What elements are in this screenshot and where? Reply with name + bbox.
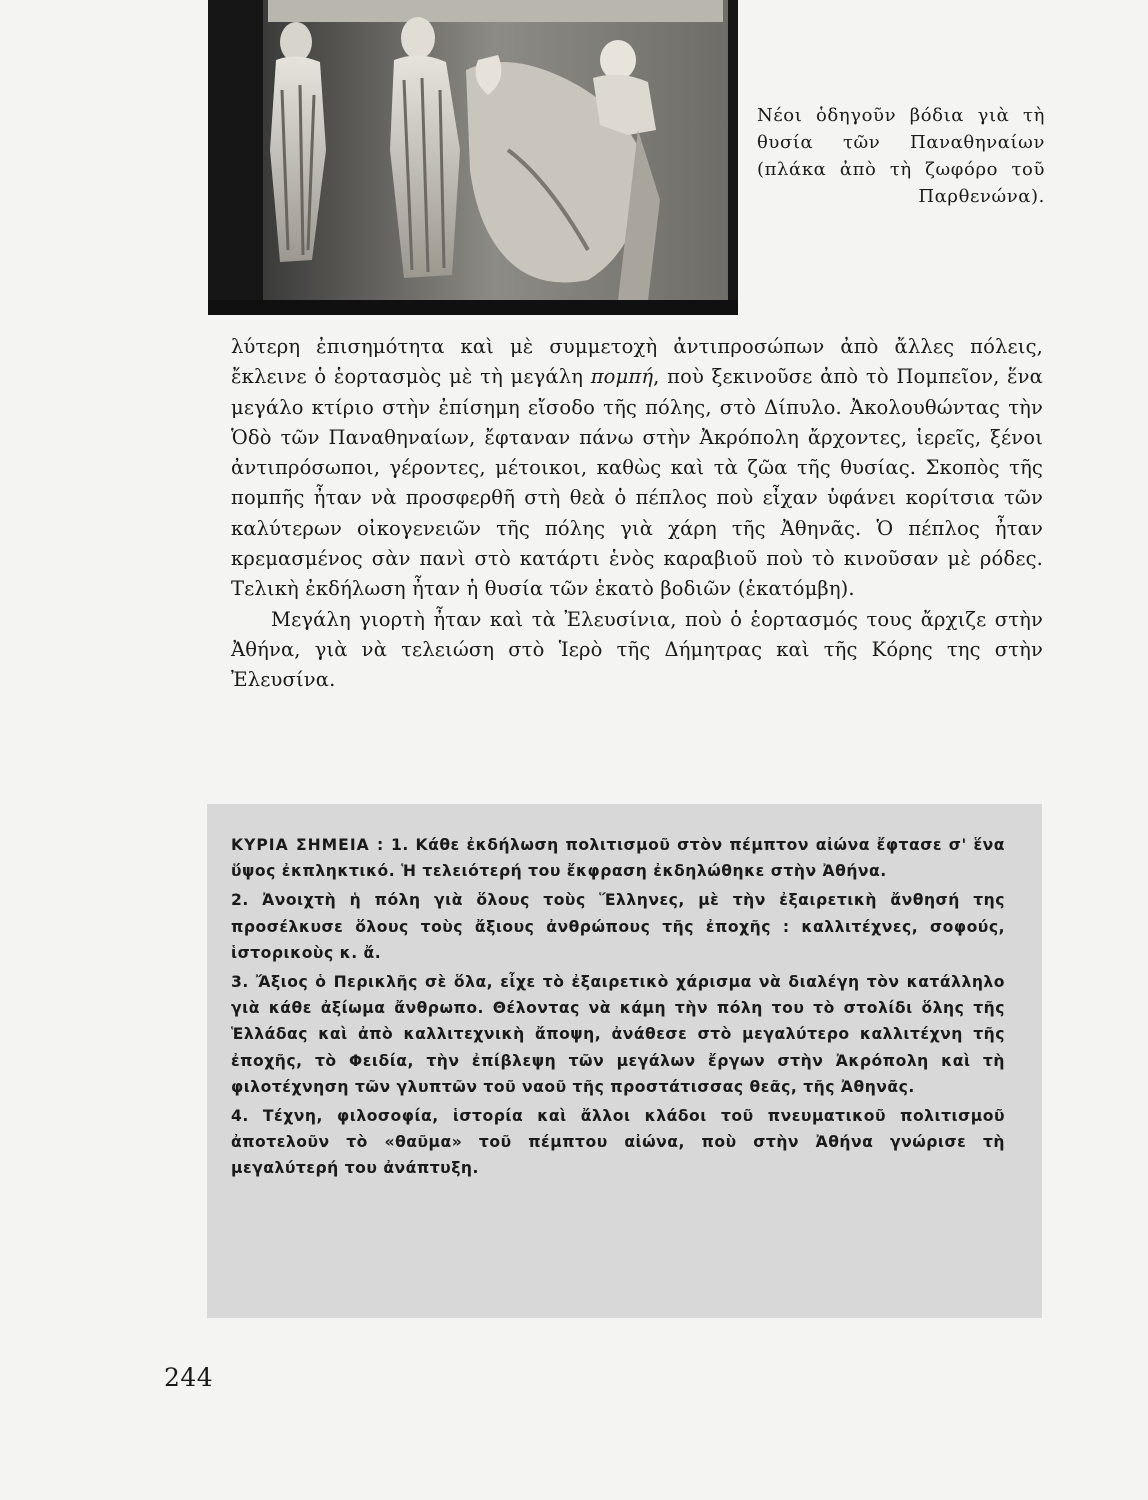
key-point-3: 3. Ἄξιος ὁ Περικλῆς σὲ ὅλα, εἶχε τὸ ἐξαιρετικὸ χάρισμα νὰ διαλέγη τὸν κατάλληλο γιὰ κάθε ἀξίωμα ἄνθρωπο. Θέλοντας νὰ κάμη τὴν πόλη του τὸ στολίδι ὅλης τῆς Ἑλλάδας καὶ ἀπὸ καλλιτεχνικὴ ἄποψη, ἀνάθεσε στὸ μεγαλύτερο καλλιτέχνη τῆς ἐποχῆς, τὸ Φειδία, τὴν ἐπίβλεψη τῶν μεγάλων ἔργων στὴν Ἀκρόπολη καὶ τὴ φιλοτέχνηση τῶν γλυπτῶν τοῦ ναοῦ τῆς προστάτισσας θεᾶς, τῆς Ἀθηνᾶς. <box>231 973 1005 1096</box>
key-point-1: ΚΥΡΙΑ ΣΗΜΕΙΑ : 1. Κάθε ἐκδήλωση πολιτισμοῦ στὸν πέμπτον αἰώνα ἔφτασε σ' ἕνα ὕψος ἐκπληκτικό. Ἡ τελειότερή του ἔκφραση ἐκδηλώθηκε στὴν Ἀθήνα. <box>231 836 1006 881</box>
figure-caption: Νέοι ὁδηγοῦν βόδια γιὰ τὴ θυσία τῶν Παναθηναίων (πλάκα ἀπὸ τὴ ζωφόρο τοῦ Παρθενώνα). <box>757 105 1045 207</box>
body-text <box>231 332 1043 696</box>
paragraph-1: λύτερη ἐπισημότητα καὶ μὲ συμμετοχὴ ἀντιπροσώπων ἀπὸ ἄλλες πόλεις, ἔκλεινε ὁ ἑορτασμὸς μὲ τὴ μεγάλη πομπή, ποὺ ξεκινοῦσε ἀπὸ τὸ Πομπεῖον, ἕνα μεγάλο κτίριο στὴν ἐπίσημη εἴσοδο τῆς πόλης, στὸ Δίπυλο. Ἀκολουθώντας τὴν Ὁδὸ τῶν Παναθηναίων, ἔφταναν πάνω στὴν Ἀκρόπολη ἄρχοντες, ἱερεῖς, ξένοι ἀντιπρόσωποι, γέροντες, μέτοικοι, καθὼς καὶ τὰ ζῶα τῆς θυσίας. Σκοπὸς τῆς πομπῆς ἦταν νὰ προσφερθῆ στὴ θεὰ ὁ πέπλος ποὺ εἶχαν ὑφάνει κορίτσια τῶν καλύτερων οἰκογενειῶν τῆς πόλης γιὰ χάρη τῆς Ἀθηνᾶς. Ὁ πέπλος ἦταν κρεμασμένος σὰν πανὶ στὸ κατάρτι ἑνὸς καραβιοῦ ποὺ τὸ κινοῦσαν μὲ ρόδες. Τελικὴ ἐκδήλωση ἦταν ἡ θυσία τῶν ἑκατὸ βοδιῶν (ἑκατόμβη). <box>231 335 1043 601</box>
parthenon-frieze-relief-icon <box>208 0 738 315</box>
key-points-heading: ΚΥΡΙΑ ΣΗΜΕΙΑ : <box>231 836 385 854</box>
frieze-photo <box>208 0 738 315</box>
page-number: 244 <box>164 1363 214 1392</box>
key-point-2: 2. Ἀνοιχτὴ ἡ πόλη γιὰ ὅλους τοὺς Ἕλληνες, μὲ τὴν ἐξαιρετικὴ ἄνθησή της προσέλκυσε ὅλους τοὺς ἄξιους ἀνθρώπους τῆς ἐποχῆς : καλλιτέχνες, σοφούς, ἱστορικοὺς κ. ἄ. <box>231 891 1005 962</box>
key-points <box>231 832 1005 1185</box>
paragraph-2: Μεγάλη γιορτὴ ἦταν καὶ τὰ Ἐλευσίνια, ποὺ ὁ ἑορτασμός τους ἄρχιζε στὴν Ἀθήνα, γιὰ νὰ τελειώση στὸ Ἱερὸ τῆς Δήμητρας καὶ τῆς Κόρης της στὴν Ἐλευσίνα. <box>231 607 1043 692</box>
key-point-4: 4. Τέχνη, φιλοσοφία, ἱστορία καὶ ἄλλοι κλάδοι τοῦ πνευματικοῦ πολιτισμοῦ ἀποτελοῦν τὸ «θαῦμα» τοῦ πέμπτου αἰώνα, ποὺ στὴν Ἀθήνα γνώρισε τὴ μεγαλύτερή του ἀνάπτυξη. <box>231 1107 1005 1178</box>
